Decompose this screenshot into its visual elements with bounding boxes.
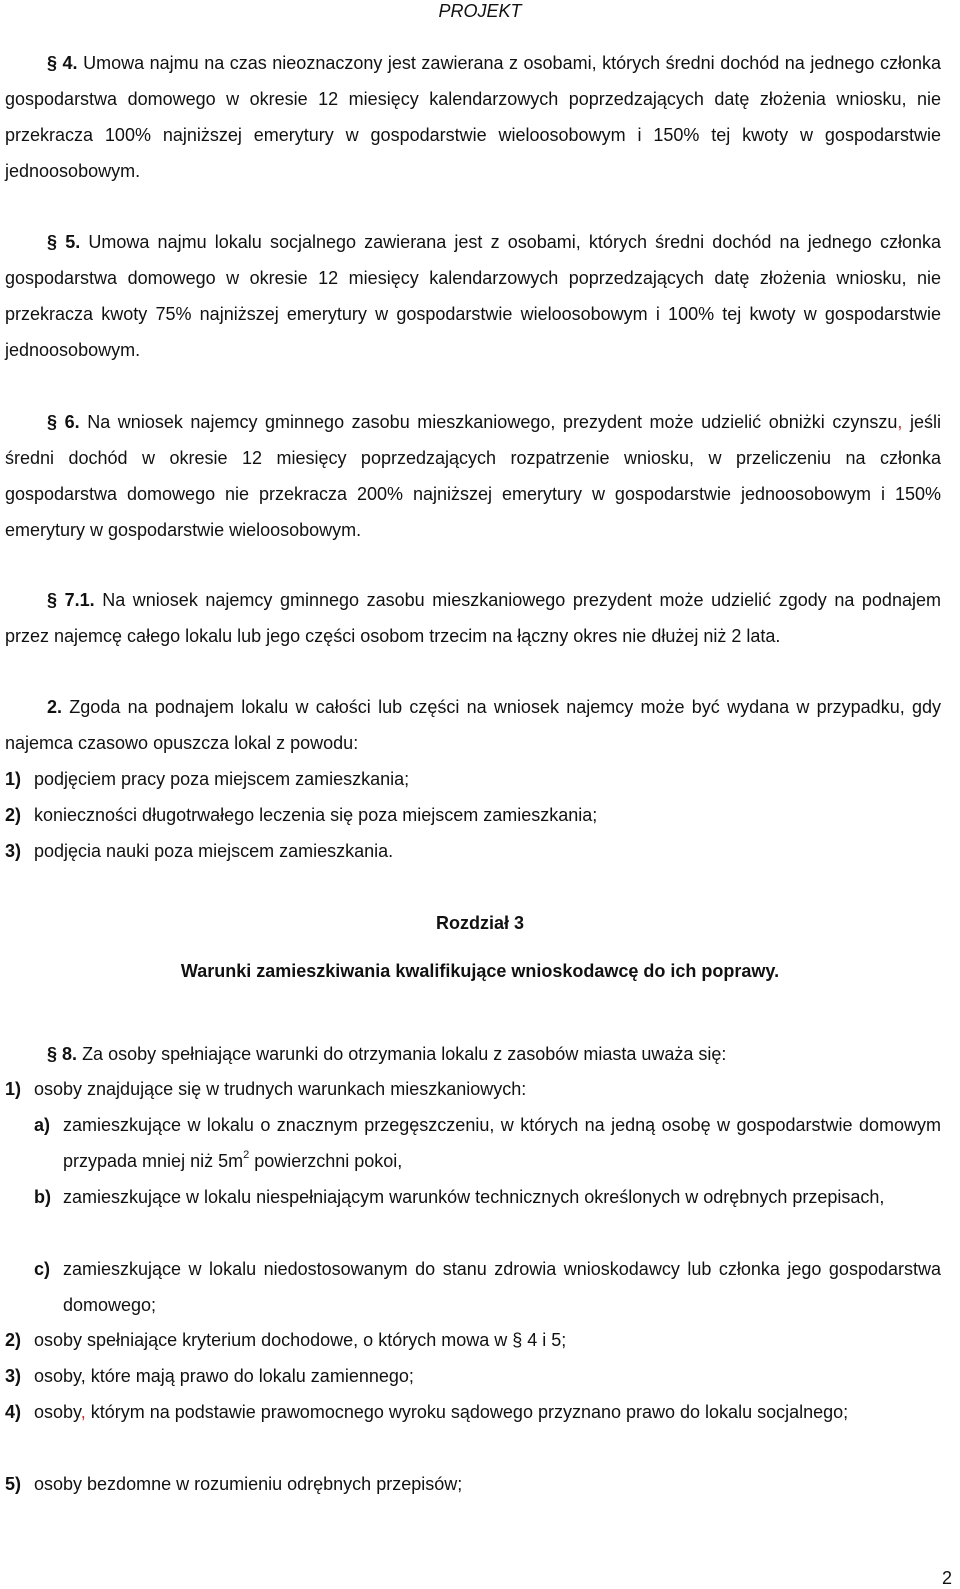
sub-list-item-label: b) [34, 1187, 51, 1207]
list-item-text: osoby, które mają prawo do lokalu zamiennego; [34, 1366, 414, 1386]
superscript: 2 [243, 1149, 250, 1161]
paragraph-number: 6. [64, 412, 80, 432]
paragraph-6 [5, 404, 941, 548]
paragraph-text: Na wniosek najemcy gminnego zasobu mieszkaniowego, prezydent może udzielić obniżki czynszu [87, 412, 898, 432]
sub-list-item-label: c) [34, 1259, 51, 1279]
sub-list-item-text-end: powierzchni pokoi, [249, 1151, 403, 1171]
sub-list-item-text: zamieszkujące w lokalu niespełniającym warunków technicznych określonych w odrębnych przepisach, [63, 1187, 885, 1207]
paragraph-text: Zgoda na podnajem lokalu w całości lub części na wniosek najemcy może być wydana w przypadku, gdy najemca czasowo opuszcza lokal z powodu: [5, 697, 941, 753]
list-item-label: 4) [5, 1402, 22, 1422]
list-item-text: osoby znajdujące się w trudnych warunkach mieszkaniowych: [34, 1079, 527, 1099]
list-item-label: 3) [5, 841, 22, 861]
sub-list-item-label: a) [34, 1115, 51, 1135]
list-item-label: 2) [5, 805, 22, 825]
sub-list-item [0, 1107, 960, 1179]
paragraph-number: 4. [62, 53, 78, 73]
list-item-label: 3) [5, 1366, 22, 1386]
list-item-label: 5) [5, 1474, 22, 1494]
sub-list-item [0, 1179, 960, 1251]
paragraph-7-1 [5, 582, 941, 654]
list-item [0, 1466, 960, 1502]
list-item [0, 1358, 960, 1394]
paragraph-8 [5, 1036, 941, 1072]
list-item-text: podjęcia nauki poza miejscem zamieszkania. [34, 841, 394, 861]
page-number: 2 [941, 1568, 952, 1588]
paragraph-7-2 [5, 689, 941, 761]
section-sign: § [47, 53, 58, 73]
list-item-label: 2) [5, 1330, 22, 1350]
list-item-text [34, 1394, 941, 1430]
list-item-text: konieczności długotrwałego leczenia się poza miejscem zamieszkania; [34, 805, 598, 825]
sub-list-item [0, 1251, 960, 1323]
paragraph-number: 2. [47, 697, 63, 717]
list-item-label: 1) [5, 1079, 22, 1099]
list-item-text-start: osoby [34, 1402, 81, 1422]
section-sign: § [47, 590, 58, 610]
section-sign: § [47, 232, 58, 252]
paragraph-5 [5, 224, 941, 368]
paragraph-4 [5, 45, 941, 189]
list-item [0, 1322, 960, 1358]
section-sign: § [47, 412, 58, 432]
list-item [0, 1071, 960, 1107]
paragraph-number: 7.1. [64, 590, 95, 610]
paragraph-text: Umowa najmu na czas nieoznaczony jest zawierana z osobami, których średni dochód na jednego członka gospodarstwa domowego w okresie 12 miesięcy kalendarzowych poprzedzających datę złożenia wniosku, nie przekracza 100% najniższej emerytury w gospodarstwie wieloosobowym i 150% tej kwoty w gospodarstwie jednoosobowym. [5, 53, 941, 181]
page-header: PROJEKT [438, 1, 522, 21]
paragraph-number: 5. [65, 232, 81, 252]
list-item [0, 833, 960, 869]
sub-list-item-text [63, 1107, 941, 1179]
sub-list-item-text-main: zamieszkujące w lokalu o znacznym przegęszczeniu, w których na jedną osobę w gospodarstwie domowym przypada mniej niż 5m [63, 1115, 941, 1171]
paragraph-text: Umowa najmu lokalu socjalnego zawierana jest z osobami, których średni dochód na jednego członka gospodarstwa domowego w okresie 12 miesięcy kalendarzowych poprzedzających datę złożenia wniosku, nie przekracza kwoty 75% najniższej emerytury w gospodarstwie wieloosobowym i 100% tej kwoty w gospodarstwie jednoosobowym. [5, 232, 941, 360]
highlighted-comma: , [80, 1402, 86, 1422]
list-item-text-rest: którym na podstawie prawomocnego wyroku sądowego przyznano prawo do lokalu socjalnego; [85, 1402, 849, 1422]
list-item [0, 1394, 960, 1466]
highlighted-comma: , [897, 412, 903, 432]
list-item-label: 1) [5, 769, 22, 789]
paragraph-text: Na wniosek najemcy gminnego zasobu mieszkaniowego prezydent może udzielić zgody na podnajem przez najemcę całego lokalu lub jego części osobom trzecim na łączny okres nie dłużej niż 2 lata. [5, 590, 941, 646]
list-item-text: osoby spełniające kryterium dochodowe, o których mowa w § 4 i 5; [34, 1330, 567, 1350]
section-sign: § [47, 1044, 58, 1064]
list-item-text: osoby bezdomne w rozumieniu odrębnych przepisów; [34, 1474, 463, 1494]
paragraph-number: 8. [62, 1044, 78, 1064]
chapter-subtitle: Warunki zamieszkiwania kwalifikujące wnioskodawcę do ich poprawy. [180, 961, 780, 981]
list-item [0, 797, 960, 833]
paragraph-text-continued: jeśli średni dochód w okresie 12 miesięcy poprzedzających rozpatrzenie wniosku, w przeliczeniu na członka gospodarstwa domowego nie przekracza 200% najniższej emerytury w gospodarstwie jednoosobowym i 150% emerytury w gospodarstwie wieloosobowym. [5, 412, 941, 540]
chapter-title: Rozdział 3 [435, 913, 524, 933]
list-item-text: podjęciem pracy poza miejscem zamieszkania; [34, 769, 410, 789]
sub-list-item-text: zamieszkujące w lokalu niedostosowanym do stanu zdrowia wnioskodawcy lub członka jego gospodarstwa domowego; [63, 1259, 941, 1315]
list-item [0, 761, 960, 797]
paragraph-text: Za osoby spełniające warunki do otrzymania lokalu z zasobów miasta uważa się: [82, 1044, 727, 1064]
